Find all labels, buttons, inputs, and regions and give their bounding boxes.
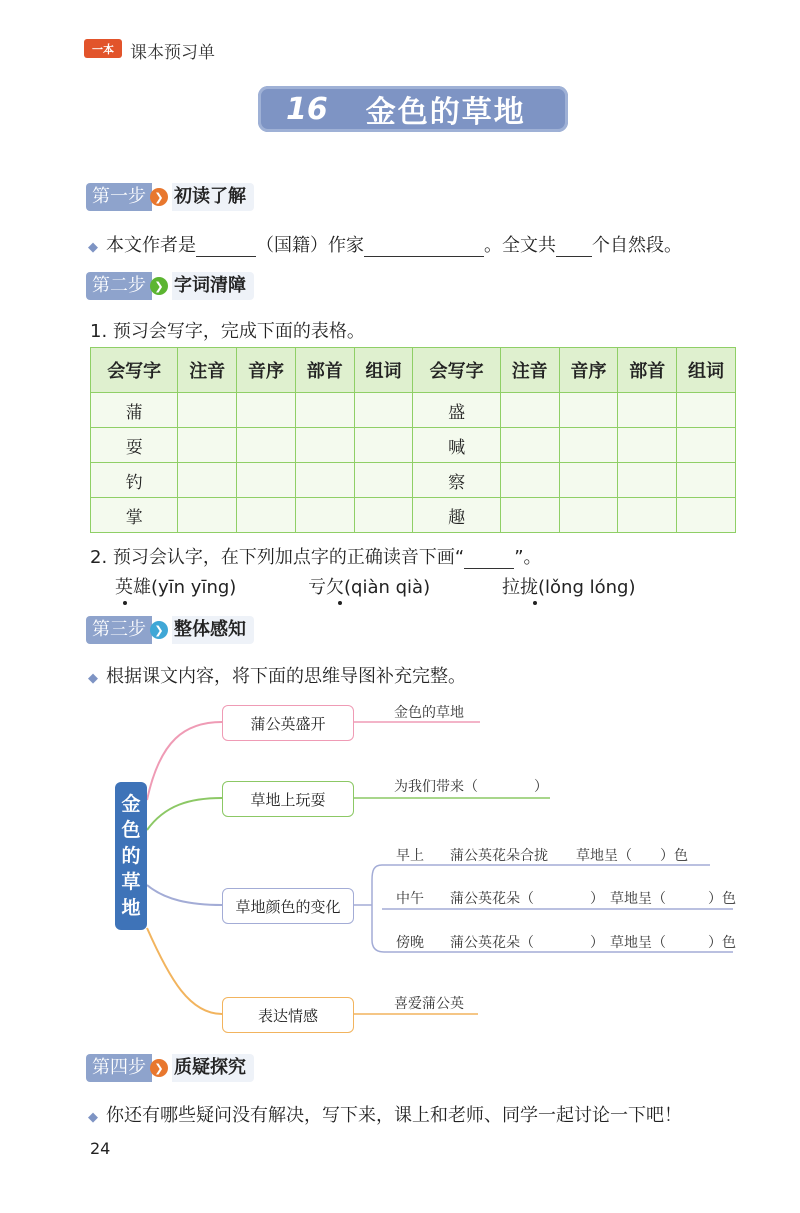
- brand-badge: 一本: [84, 39, 122, 58]
- step-label: 第二步: [86, 272, 152, 300]
- change-flower[interactable]: 蒲公英花朵（ ）: [450, 891, 604, 907]
- table-header: 会写字: [413, 348, 500, 393]
- center-char: 的: [121, 845, 141, 867]
- lesson-title: 金色的草地: [365, 95, 526, 130]
- char-cell: 蒲: [91, 393, 178, 428]
- question-text: ”。: [514, 547, 542, 568]
- pinyin-choice[interactable]: 英雄(yīn yīng): [115, 577, 237, 598]
- step-4-header: [86, 1054, 254, 1082]
- series-title: 课本预习单: [130, 43, 215, 63]
- step-4-question: [88, 1101, 682, 1127]
- mind-map-node: 草地上玩耍: [222, 781, 354, 817]
- question-text: 2. 预习会认字，在下列加点字的正确读音下画“: [90, 547, 465, 568]
- change-ground[interactable]: 草地呈（ ）色: [610, 891, 736, 907]
- change-ground[interactable]: 草地呈（ ）色: [610, 935, 736, 951]
- step-name: 初读了解: [172, 183, 254, 211]
- mind-map-note: 金色的草地: [394, 705, 464, 721]
- step-label: 第三步: [86, 616, 152, 644]
- change-flower: 蒲公英花朵合拢: [450, 848, 548, 864]
- question-text: （国籍）作家: [256, 235, 364, 256]
- step-label: 第四步: [86, 1054, 152, 1082]
- question-text: 本文作者是: [106, 235, 196, 256]
- arrow-right-icon: ❯: [150, 621, 168, 639]
- diamond-bullet-icon: ◆: [88, 1110, 98, 1125]
- char-cell: 察: [413, 463, 500, 498]
- table-header: 部首: [618, 348, 677, 393]
- page-number: 24: [90, 1139, 111, 1158]
- table-header: 组词: [677, 348, 736, 393]
- change-ground[interactable]: 草地呈（ ）色: [576, 848, 688, 864]
- char-cell: 趣: [413, 498, 500, 533]
- table-header: 音序: [559, 348, 618, 393]
- step-2-question-1: 1. 预习会写字，完成下面的表格。: [90, 321, 365, 342]
- mind-map-note: 喜爱蒲公英: [394, 996, 464, 1012]
- arrow-right-icon: ❯: [150, 277, 168, 295]
- arrow-right-icon: ❯: [150, 1059, 168, 1077]
- change-time: 傍晚: [396, 935, 424, 951]
- step-name: 字词清障: [172, 272, 254, 300]
- mind-map-center: [115, 782, 147, 930]
- center-char: 金: [121, 793, 141, 815]
- pinyin-choice[interactable]: 亏欠(qiàn qià): [308, 577, 431, 598]
- center-char: 地: [121, 897, 141, 919]
- mind-map-node: 表达情感: [222, 997, 354, 1033]
- question-text: 。全文共: [484, 235, 556, 256]
- step-name: 质疑探究: [172, 1054, 254, 1082]
- center-char: 色: [121, 819, 141, 841]
- question-text: 你还有哪些疑问没有解决，写下来，课上和老师、同学一起讨论一下吧！: [106, 1105, 682, 1126]
- change-time: 中午: [396, 891, 424, 907]
- table-header: 部首: [295, 348, 354, 393]
- table-header: 会写字: [91, 348, 178, 393]
- question-text: 个自然段。: [592, 235, 682, 256]
- mind-map-note[interactable]: 为我们带来（ ）: [394, 779, 548, 795]
- pinyin-choice[interactable]: 拉拢(lǒng lóng): [502, 577, 636, 598]
- step-label: 第一步: [86, 183, 152, 211]
- char-cell: 喊: [413, 428, 500, 463]
- table-header: 注音: [178, 348, 237, 393]
- table-header: 注音: [500, 348, 559, 393]
- change-flower[interactable]: 蒲公英花朵（ ）: [450, 935, 604, 951]
- step-name: 整体感知: [172, 616, 254, 644]
- char-cell: 掌: [91, 498, 178, 533]
- mind-map-node: 草地颜色的变化: [222, 888, 354, 924]
- mind-map-node: 蒲公英盛开: [222, 705, 354, 741]
- table-header: 组词: [354, 348, 413, 393]
- diamond-bullet-icon: ◆: [88, 240, 98, 255]
- char-cell: 钓: [91, 463, 178, 498]
- change-time: 早上: [396, 848, 424, 864]
- char-cell: 耍: [91, 428, 178, 463]
- arrow-right-icon: ❯: [150, 188, 168, 206]
- question-text: 根据课文内容，将下面的思维导图补充完整。: [106, 666, 466, 687]
- diamond-bullet-icon: ◆: [88, 671, 98, 686]
- char-cell: 盛: [413, 393, 500, 428]
- table-header: 音序: [237, 348, 296, 393]
- center-char: 草: [121, 871, 141, 893]
- lesson-number: 16: [286, 91, 328, 127]
